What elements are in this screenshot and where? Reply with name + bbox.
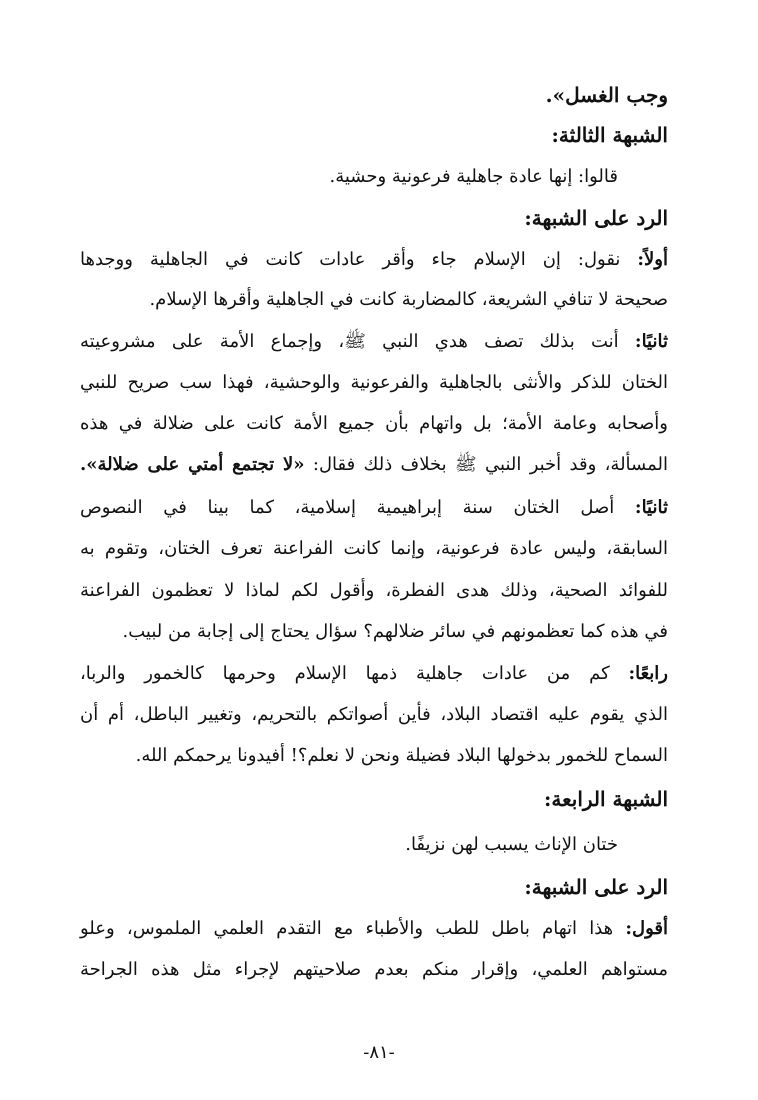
hadith-quote: «لا تجتمع أمتي على ضلالة». [80, 454, 305, 475]
text-line: قالوا: إنها عادة جاهلية فرعونية وحشية. [329, 166, 618, 187]
text-line: أقول: هذا اتهام باطل للطب والأطباء مع التقدم العلمي الملموس، وعلو [80, 918, 668, 939]
text-line: السماح للخمور بدخولها البلاد فضيلة ونحن لا نعلم؟! أفيدونا يرحمكم الله. [135, 745, 668, 766]
text-line: الذي يقوم عليه اقتصاد البلاد، فأين أصواتكم بالتحريم، وتغيير الباطل، أم أن [80, 704, 668, 725]
text-line: وأصحابه وعامة الأمة؛ بل واتهام بأن جميع الأمة كانت على ضلالة في هذه [80, 413, 668, 434]
text-line: رابعًا: كم من عادات جاهلية ذمها الإسلام وحرمها كالخمور والربا، [80, 663, 668, 684]
point-label: أقول: [625, 918, 668, 939]
point-label: رابعًا: [628, 663, 668, 684]
page-number: -٨١- [363, 1042, 395, 1063]
point-label: ثانيًا: [634, 331, 668, 352]
text-line: في هذه كما تعظمونهم في سائر ضلالهم؟ سؤال يحتاج إلى إجابة من لبيب. [122, 621, 668, 642]
text-line: أولاً: نقول: إن الإسلام جاء وأقر عادات كانت في الجاهلية ووجدها [80, 249, 668, 270]
text-line: ثانيًا: أصل الختان سنة إبراهيمية إسلامية، كما بينا في النصوص [80, 497, 668, 518]
text-line: السابقة، وليس عادة فرعونية، وإنما كانت الفراعنة تعرف الختان، وتقوم به [80, 538, 668, 559]
text-line: المسألة، وقد أخبر النبي ﷺ بخلاف ذلك فقال: «لا تجتمع أمتي على ضلالة». [80, 454, 668, 475]
text-line: وجب الغسل». [545, 83, 668, 107]
section-heading: الرد على الشبهة: [524, 206, 668, 230]
text-line: ثانيًا: أنت بذلك تصف هدي النبي ﷺ، وإجماع الأمة على مشروعيته [80, 331, 668, 352]
text-line: للفوائد الصحية، وذلك هدى الفطرة، وأقول لكم لماذا لا تعظمون الفراعنة [80, 580, 668, 601]
text-line: مستواهم العلمي، وإقرار منكم بعدم صلاحيتهم لإجراء مثل هذه الجراحة [80, 959, 668, 980]
section-heading: الشبهة الثالثة: [551, 123, 668, 147]
section-heading: الرد على الشبهة: [524, 875, 668, 899]
text-line: الختان للذكر والأنثى بالجاهلية والفرعونية والوحشية، فهذا سب صريح للنبي [80, 372, 668, 393]
text-line: صحيحة لا تنافي الشريعة، كالمضاربة كانت في الجاهلية وأقرها الإسلام. [149, 289, 668, 310]
point-label: ثانيًا: [634, 497, 668, 518]
section-heading: الشبهة الرابعة: [544, 787, 668, 811]
point-label: أولاً: [637, 249, 668, 270]
text-line: ختان الإناث يسبب لهن نزيفًا. [405, 834, 618, 855]
